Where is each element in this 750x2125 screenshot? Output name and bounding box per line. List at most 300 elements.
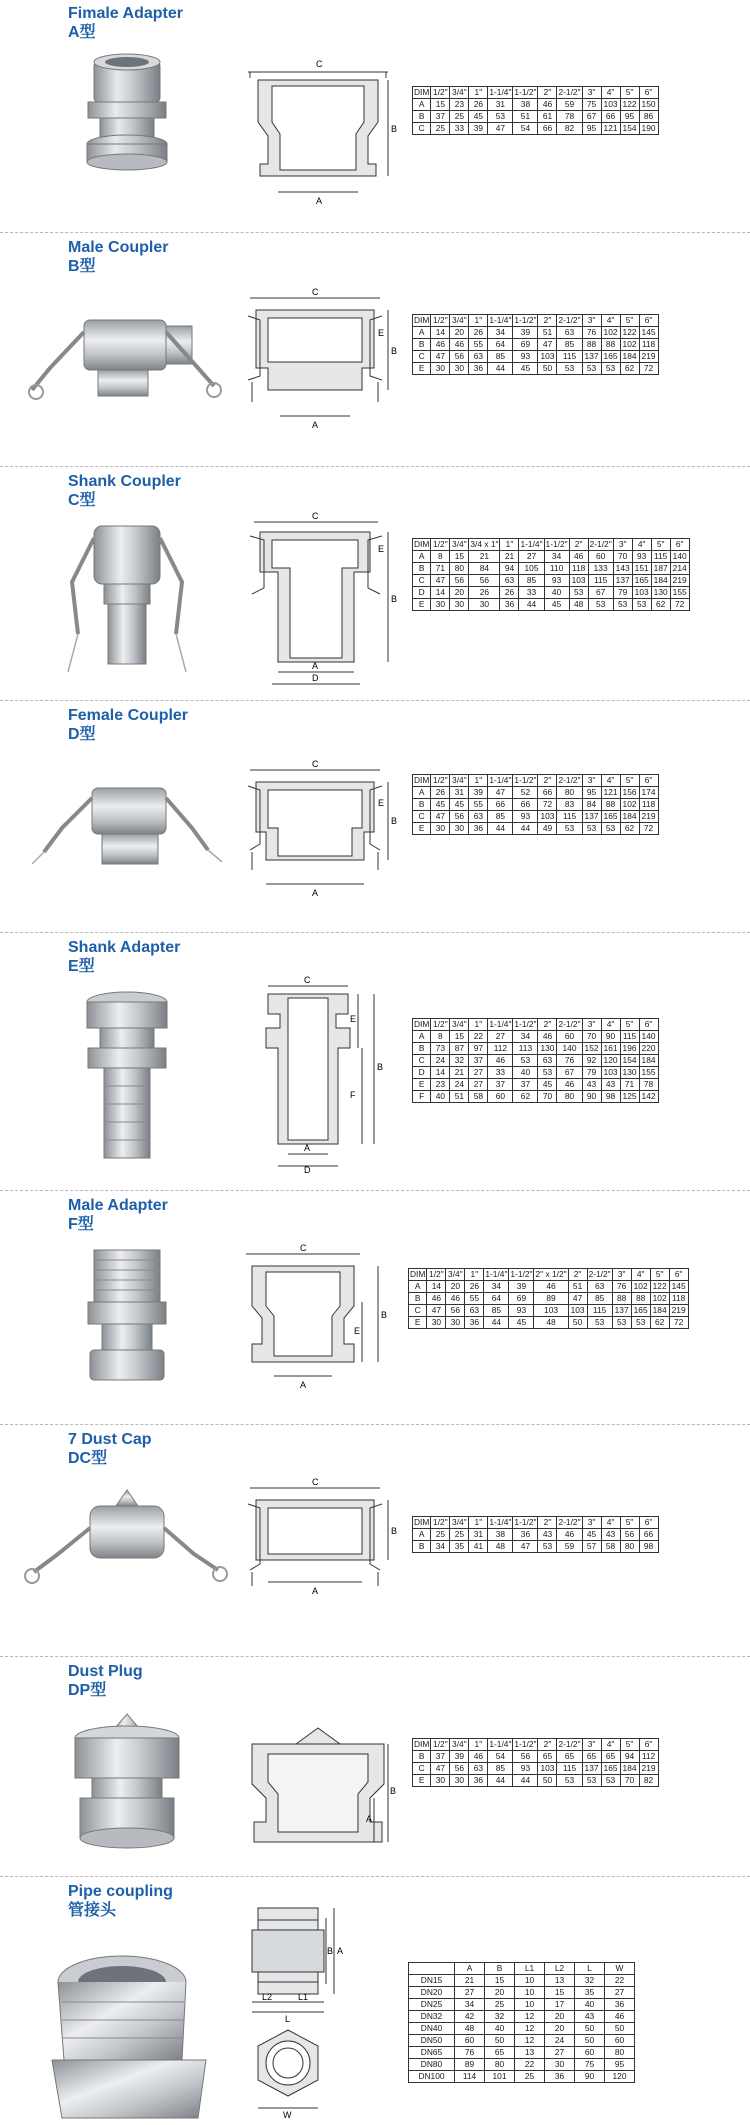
technical-drawing [238,512,398,692]
spec-cell: 184 [639,1055,658,1067]
table-row [413,787,659,799]
spec-cell: 53 [513,1055,538,1067]
spec-cell: 53 [587,1317,612,1329]
spec-cell: 92 [582,1055,601,1067]
title-en: Pipe coupling [68,1883,173,1900]
spec-cell: 86 [639,111,658,123]
title-cn: C型 [68,492,96,509]
spec-header-cell: 1/2" [431,775,450,787]
spec-cell: 34 [488,327,513,339]
table-row [413,563,690,575]
spec-header-cell: 2-1/2" [589,539,612,549]
spec-cell: 45 [431,799,450,811]
spec-cell: 64 [488,339,513,351]
row-label: DN50 [409,2035,455,2047]
spec-cell: 37 [431,111,450,123]
spec-cell: 115 [587,1305,612,1317]
technical-drawing [238,1242,398,1402]
spec-cell: 35 [575,1987,605,1999]
spec-cell: 46 [446,1293,465,1305]
row-label: A [413,551,431,563]
row-label: B [413,799,431,811]
spec-cell: 114 [455,2071,485,2083]
spec-cell: 27 [469,1079,488,1091]
dim-label: D [312,673,319,683]
table-row [413,1541,659,1553]
section-title [68,472,181,510]
spec-cell: 46 [557,1529,582,1541]
spec-cell: 80 [557,787,582,799]
spec-header-cell: 2-1/2" [558,1739,581,1749]
spec-cell: 12 [515,2011,545,2023]
section-divider [0,932,750,933]
spec-cell: 137 [582,811,601,823]
spec-cell: 90 [582,1091,601,1103]
dim-label: C [312,1477,319,1487]
spec-cell: 70 [620,1775,639,1787]
spec-cell: 50 [538,363,557,375]
dim-label: B [391,124,398,134]
spec-cell: 20 [545,2011,575,2023]
spec-cell: 56 [450,351,469,363]
spec-header-cell: 1-1/4" [489,1517,512,1527]
spec-header-cell: 1-1/4" [489,1739,512,1749]
spec-header-cell: 3" [582,1019,601,1031]
title-cn: 管接头 [68,1902,117,1919]
spec-header-cell: 2-1/2" [558,315,581,325]
spec-cell: 30 [450,823,469,835]
section-dust-plug [0,1658,750,1876]
spec-cell: 47 [488,123,513,135]
spec-cell: 70 [613,551,632,563]
spec-cell: 115 [557,811,582,823]
spec-cell: 50 [575,2023,605,2035]
product-photo [22,1704,232,1864]
spec-cell: 8 [431,1031,450,1043]
spec-header-cell: A [455,1963,485,1975]
row-label: C [409,1305,427,1317]
spec-cell: 20 [446,1281,465,1293]
spec-cell: 118 [569,563,588,575]
spec-cell: 70 [538,1091,557,1103]
spec-cell: 50 [575,2035,605,2047]
spec-header-cell: DIM [410,1269,426,1279]
title-cn: E型 [68,958,95,975]
dim-label: A [312,1586,319,1596]
spec-cell: 51 [538,327,557,339]
spec-cell: 94 [500,563,519,575]
spec-header-cell: 2-1/2" [558,87,581,97]
table-row [409,1293,689,1305]
spec-cell: 48 [569,599,588,611]
spec-cell: 93 [513,1763,538,1775]
spec-cell: 54 [488,1751,513,1763]
spec-cell: 63 [469,351,488,363]
spec-cell: 53 [613,599,632,611]
spec-header-cell: 4" [601,1517,620,1529]
spec-header-cell: 5" [620,1517,639,1529]
spec-cell: 53 [557,363,582,375]
title-en: Female Coupler [68,707,189,724]
spec-cell: 10 [515,1999,545,2011]
spec-header-cell: L [575,1963,605,1975]
spec-cell: 80 [605,2047,635,2059]
spec-cell: 30 [450,599,469,611]
spec-cell: 53 [582,363,601,375]
spec-header-row [409,1963,635,1975]
spec-cell: 80 [620,1541,639,1553]
spec-cell: 56 [469,575,500,587]
spec-cell: 40 [431,1091,450,1103]
spec-cell: 88 [601,799,620,811]
spec-header-cell: W [605,1963,635,1975]
spec-cell: 87 [450,1043,469,1055]
spec-cell: 121 [601,787,620,799]
spec-cell: 50 [485,2035,515,2047]
row-label: C [413,123,431,135]
spec-cell: 51 [450,1091,469,1103]
section-divider [0,466,750,467]
spec-cell: 53 [582,1775,601,1787]
spec-cell: 64 [484,1293,509,1305]
spec-cell: 30 [427,1317,446,1329]
spec-header-cell: 2" x 1/2" [535,1269,567,1279]
spec-cell: 25 [450,1529,469,1541]
dim-label: C [304,975,311,985]
dim-label: B [327,1946,334,1956]
spec-cell: 53 [588,599,613,611]
spec-cell: 102 [620,339,639,351]
spec-cell: 32 [575,1975,605,1987]
section-title [68,1430,152,1468]
spec-cell: 95 [582,123,601,135]
spec-cell: 36 [605,1999,635,2011]
spec-cell: 187 [651,563,670,575]
spec-cell: 33 [519,587,544,599]
spec-table [408,1962,635,2083]
spec-header-cell: 4" [632,539,651,551]
title-cn: DP型 [68,1682,107,1699]
spec-cell: 155 [670,587,689,599]
spec-cell: 82 [557,123,582,135]
spec-header-cell: 2" [538,1517,557,1529]
dim-label: A [366,1814,373,1824]
spec-cell: 184 [620,811,639,823]
spec-cell: 103 [534,1305,568,1317]
spec-header-cell: L2 [545,1963,575,1975]
dim-label: A [316,196,323,206]
spec-header-cell: 3/4" [450,1019,469,1031]
spec-cell: 43 [601,1529,620,1541]
spec-cell: 66 [601,111,620,123]
spec-header-cell: 3" [582,315,601,327]
spec-header-cell: 6" [639,1517,658,1529]
spec-cell: 59 [557,1541,582,1553]
spec-header-cell: 2" [538,1019,557,1031]
spec-header-cell: 1-1/4" [489,315,512,325]
spec-cell: 46 [605,2011,635,2023]
row-label: E [413,363,431,375]
spec-cell: 115 [557,1763,582,1775]
spec-cell: 26 [465,1281,484,1293]
spec-cell: 12 [515,2035,545,2047]
spec-cell: 63 [465,1305,484,1317]
spec-cell: 143 [613,563,632,575]
spec-cell: 55 [469,799,488,811]
table-row [413,1043,659,1055]
spec-cell: 154 [620,123,639,135]
spec-cell: 76 [612,1281,631,1293]
spec-cell: 13 [545,1975,575,1987]
spec-cell: 46 [488,1055,513,1067]
dim-label: A [312,661,319,671]
spec-cell: 36 [513,1529,538,1541]
spec-header-row [413,87,659,99]
spec-cell: 66 [538,123,557,135]
spec-cell: 85 [488,1763,513,1775]
spec-cell: 118 [669,1293,688,1305]
title-cn: A型 [68,24,96,41]
spec-header-cell: 1/2" [431,1517,450,1529]
spec-cell: 137 [613,575,632,587]
row-label: C [413,575,431,587]
spec-cell: 53 [601,363,620,375]
section-title [68,938,180,976]
section-divider [0,1424,750,1425]
spec-cell: 66 [639,1529,658,1541]
spec-header-cell: 6" [670,539,689,551]
dim-label: E [378,328,385,338]
spec-cell: 115 [557,351,582,363]
table-row [413,587,690,599]
spec-cell: 46 [534,1281,568,1293]
spec-cell: 34 [455,1999,485,2011]
spec-cell: 46 [538,99,557,111]
spec-header-cell: DIM [414,87,430,97]
spec-cell: 15 [450,551,469,563]
spec-table [412,1018,659,1103]
row-label: B [413,1751,431,1763]
spec-header-cell: 3/4" [446,1269,465,1281]
spec-cell: 115 [588,575,613,587]
spec-cell: 45 [509,1317,534,1329]
table-row [413,1079,659,1091]
spec-cell: 115 [651,551,670,563]
spec-cell: 156 [620,787,639,799]
spec-cell: 45 [450,799,469,811]
spec-cell: 220 [639,1043,658,1055]
table-row [413,99,659,111]
dim-label: W [283,2110,292,2119]
spec-cell: 20 [450,327,469,339]
spec-cell: 145 [669,1281,688,1293]
section-shank-coupler [0,468,750,700]
spec-cell: 80 [557,1091,582,1103]
spec-cell: 76 [455,2047,485,2059]
row-label: A [413,1529,431,1541]
title-en: Male Coupler [68,239,169,256]
technical-drawing [238,1894,398,2119]
spec-cell: 26 [469,587,500,599]
spec-header-cell: 1-1/4" [489,1019,512,1029]
spec-header-cell: 1-1/4" [489,775,512,785]
row-label: B [409,1293,427,1305]
spec-cell: 37 [513,1079,538,1091]
spec-cell: 45 [513,363,538,375]
spec-cell: 45 [544,599,569,611]
spec-cell: 54 [513,123,538,135]
spec-cell: 27 [545,2047,575,2059]
spec-cell: 151 [632,563,651,575]
row-label: C [413,1055,431,1067]
spec-cell: 49 [538,823,557,835]
spec-cell: 23 [450,99,469,111]
spec-cell: 53 [569,587,588,599]
spec-cell: 79 [582,1067,601,1079]
dim-label: E [350,1014,357,1024]
section-pipe-coupling [0,1878,750,2125]
table-row [409,2011,635,2023]
spec-cell: 26 [500,587,519,599]
spec-header-cell: 5" [620,315,639,327]
title-en: 7 Dust Cap [68,1431,152,1448]
table-row [413,575,690,587]
spec-cell: 35 [450,1541,469,1553]
spec-cell: 56 [620,1529,639,1541]
spec-header-cell: 1" [500,539,519,551]
spec-cell: 67 [557,1067,582,1079]
dim-label: C [312,760,319,769]
spec-cell: 22 [605,1975,635,1987]
spec-cell: 85 [488,351,513,363]
row-label: E [413,823,431,835]
spec-cell: 47 [431,575,450,587]
product-photo [22,1236,232,1406]
spec-cell: 98 [639,1541,658,1553]
table-row [413,1091,659,1103]
spec-header-cell: 4" [601,87,620,99]
spec-header-cell: 4" [601,1019,620,1031]
spec-cell: 27 [605,1987,635,1999]
spec-header-cell: L1 [515,1963,545,1975]
spec-cell: 46 [450,339,469,351]
product-photo [22,512,232,692]
spec-cell: 36 [465,1317,484,1329]
spec-cell: 55 [469,339,488,351]
spec-table [408,1268,689,1329]
spec-cell: 60 [557,1031,582,1043]
spec-cell: 103 [538,1763,557,1775]
spec-cell: 112 [488,1043,513,1055]
spec-cell: 59 [557,99,582,111]
title-en: Shank Adapter [68,939,181,956]
spec-header-cell: 2-1/2" [558,775,581,785]
spec-cell: 73 [431,1043,450,1055]
spec-cell: 66 [538,787,557,799]
row-label: C [413,351,431,363]
spec-cell: 69 [509,1293,534,1305]
spec-cell: 46 [538,1031,557,1043]
spec-cell: 219 [669,1305,688,1317]
dim-label: B [391,346,398,356]
spec-cell: 69 [513,339,538,351]
dim-label: L2 [262,1992,273,2002]
spec-cell: 30 [446,1317,465,1329]
spec-cell: 118 [639,799,658,811]
spec-cell: 84 [582,799,601,811]
technical-drawing [238,1476,398,1636]
spec-header-cell: DIM [414,539,430,549]
spec-cell: 21 [455,1975,485,1987]
technical-drawing [238,1714,398,1864]
dim-label: A [300,1380,307,1390]
spec-header-cell: 1-1/2" [510,1269,533,1279]
spec-cell: 98 [601,1091,620,1103]
spec-cell: 56 [446,1305,465,1317]
spec-header-cell: 5" [650,1269,669,1281]
spec-cell: 44 [519,599,544,611]
title-cn: F型 [68,1216,94,1233]
spec-header-cell: 6" [669,1269,688,1281]
dim-label: A [312,420,319,430]
spec-header-cell: 2" [538,87,557,99]
spec-cell: 58 [601,1541,620,1553]
spec-cell: 45 [538,1079,557,1091]
spec-header-row [413,1739,659,1751]
spec-cell: 97 [469,1043,488,1055]
spec-cell: 121 [601,123,620,135]
spec-header-cell: 2" [568,1269,587,1281]
spec-cell: 53 [488,111,513,123]
dim-label: D [304,1165,311,1174]
row-label: DN20 [409,1987,455,1999]
section-female-coupler [0,702,750,932]
table-row [413,1055,659,1067]
spec-cell: 88 [631,1293,650,1305]
spec-cell: 140 [557,1043,582,1055]
spec-header-cell: 6" [639,775,658,787]
spec-table [412,314,659,375]
section-male-adapter [0,1192,750,1424]
section-title [68,4,183,42]
spec-cell: 27 [519,551,544,563]
spec-cell: 184 [651,575,670,587]
spec-cell: 58 [469,1091,488,1103]
spec-cell: 78 [557,111,582,123]
spec-cell: 113 [513,1043,538,1055]
spec-header-cell: DIM [414,1019,430,1029]
spec-cell: 190 [639,123,658,135]
spec-cell: 31 [450,787,469,799]
spec-cell: 71 [431,563,450,575]
spec-cell: 84 [469,563,500,575]
spec-cell: 80 [450,563,469,575]
spec-cell: 161 [601,1043,620,1055]
spec-cell: 67 [582,111,601,123]
spec-cell: 93 [509,1305,534,1317]
spec-header-row [413,1019,659,1031]
spec-cell: 122 [620,99,639,111]
spec-cell: 37 [469,1055,488,1067]
spec-cell: 14 [427,1281,446,1293]
spec-header-cell: 1/2" [431,87,450,99]
product-photo [22,1476,232,1626]
table-row [413,123,659,135]
spec-cell: 66 [513,799,538,811]
spec-cell: 50 [568,1317,587,1329]
spec-cell: 93 [632,551,651,563]
spec-cell: 130 [620,1067,639,1079]
